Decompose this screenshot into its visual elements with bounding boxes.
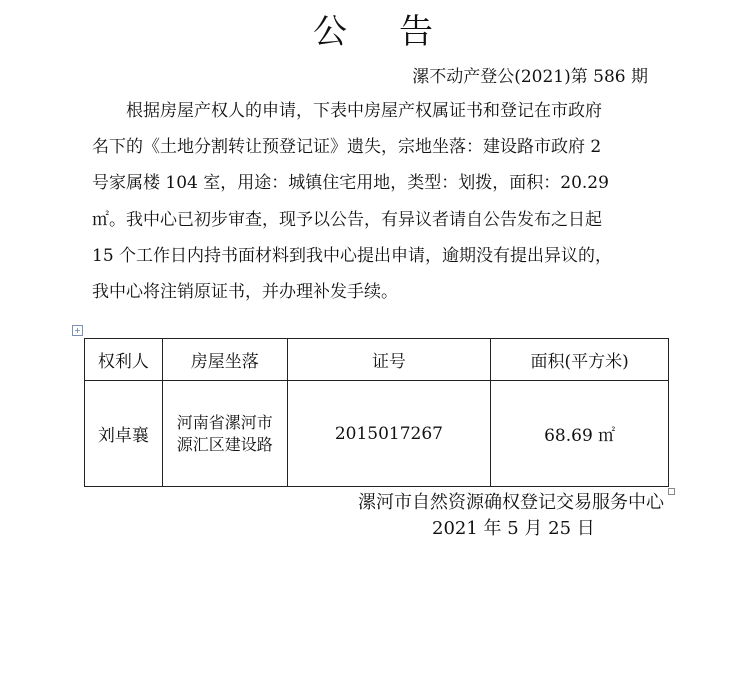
issuer-name: 漯河市自然资源确权登记交易服务中心 xyxy=(358,492,664,513)
notice-body xyxy=(92,93,648,310)
location-line-1: 河南省漯河市 xyxy=(176,412,273,432)
body-line: 号家属楼 104 室，用途：城镇住宅用地，类型：划拨，面积：20.29 xyxy=(92,173,609,194)
cell-location xyxy=(162,381,287,487)
location-line-2: 源汇区建设路 xyxy=(176,434,273,454)
cell-cert-no: 2015017267 xyxy=(287,381,491,487)
header-cert-no: 证号 xyxy=(287,339,491,381)
table-move-handle-icon[interactable]: + xyxy=(72,325,83,336)
notice-title: 公告 xyxy=(313,12,485,52)
cell-area: 68.69 ㎡ xyxy=(491,381,669,487)
table-resize-handle[interactable] xyxy=(668,488,675,495)
body-line: 15 个工作日内持书面材料到我中心提出申请，逾期没有提出异议的， xyxy=(92,245,613,266)
registration-table xyxy=(84,338,669,487)
body-line: 我中心将注销原证书，并办理补发手续。 xyxy=(92,282,398,303)
document-number: 漯不动产登公(2021)第 586 期 xyxy=(412,67,648,87)
body-line: 名下的《土地分割转让预登记证》遗失，宗地坐落：建设路市政府 2 xyxy=(92,137,602,158)
header-owner: 权利人 xyxy=(85,339,163,381)
table-header-row xyxy=(85,339,669,381)
table-row xyxy=(85,381,669,487)
header-location: 房屋坐落 xyxy=(162,339,287,381)
body-line: 根据房屋产权人的申请，下表中房屋产权属证书和登记在市政府 xyxy=(92,101,602,121)
location-text xyxy=(177,412,273,456)
header-area: 面积(平方米) xyxy=(491,339,669,381)
body-line: ㎡。我中心已初步审查，现予以公告，有异议者请自公告发布之日起 xyxy=(92,209,602,230)
cell-owner: 刘卓襄 xyxy=(85,381,163,487)
issue-date: 2021 年 5 月 25 日 xyxy=(432,518,595,539)
